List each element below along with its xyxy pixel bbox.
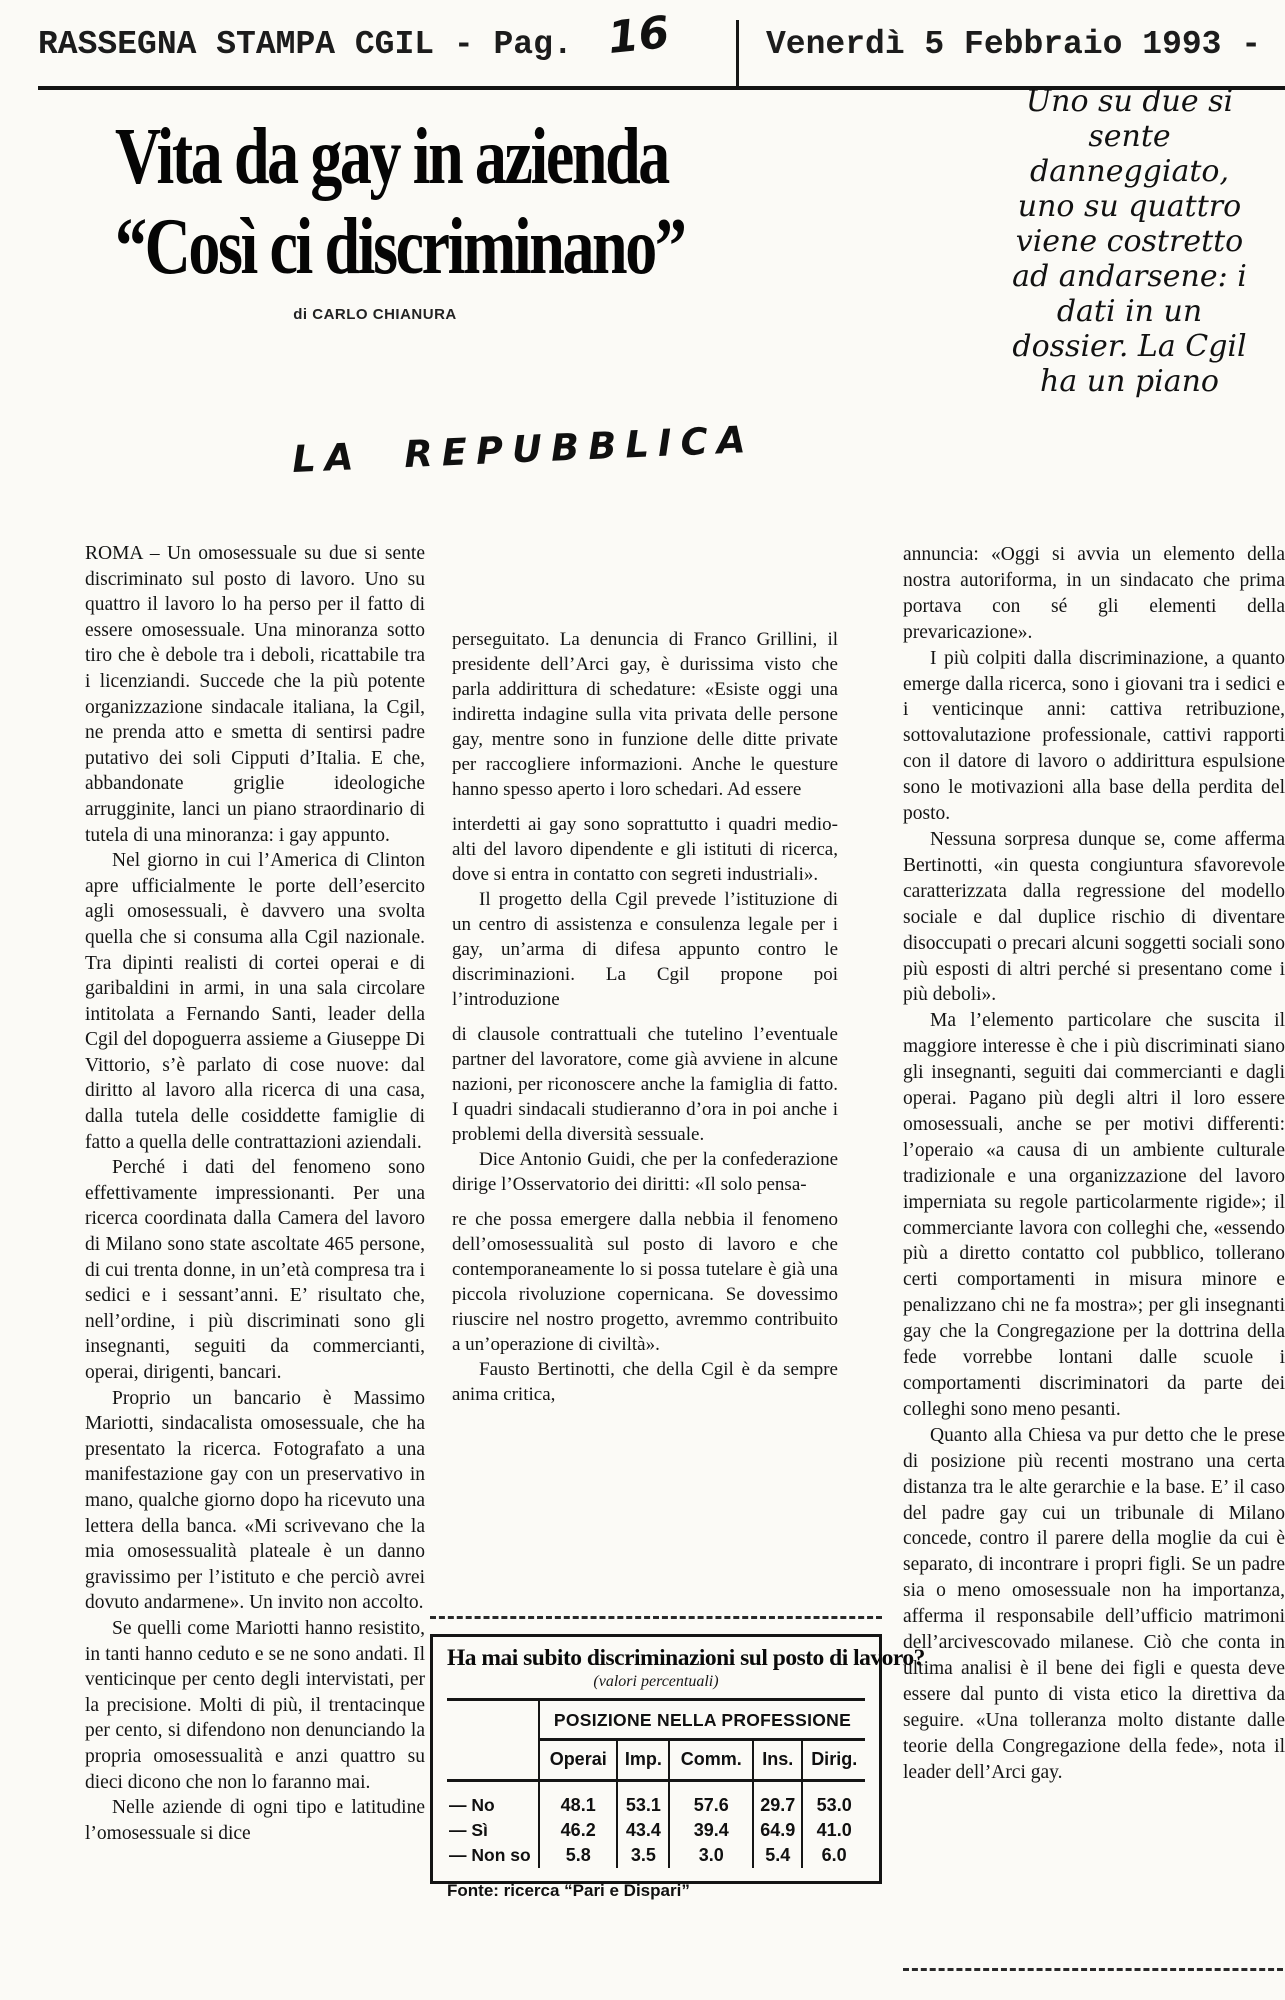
table-source: Fonte: ricerca “Pari e Dispari” xyxy=(447,1881,690,1900)
masthead-date: Venerdì 5 Febbraio 1993 - xyxy=(766,26,1262,63)
table-cell: 46.2 xyxy=(539,1818,618,1843)
table-subtitle: (valori percentuali) xyxy=(593,1673,719,1690)
table-row-label: — Sì xyxy=(449,1820,488,1840)
table-title: Ha mai subito discriminazioni sul posto di lavoro? xyxy=(447,1645,925,1671)
article-paragraph: Ma l’elemento particolare che suscita il maggiore interesse è che i più discriminati siano gli insegnanti, seguiti dai commercianti e dagli operai. Pagano più degli altri il loro essere omosessuali, anche se per motivi differenti: l’operaio «a causa di un ambiente culturale tradizionale e una organizzazione del lavoro imperniata su regole particolarmente rigide»; il commerciante lavora con colleghi che, «essendo più a diretto contatto col pubblico, tollerano certi comportamenti in misura minore e penalizzano chi ne fa mostra»; per gli insegnanti gay che la Congregazione per la dottrina della fede vorrebbe lontani dalle scuole i comportamenti discriminatori da parte dei colleghi sono meno pesanti. xyxy=(903,1010,1285,1420)
article-paragraph: Proprio un bancario è Massimo Mariotti, sindacalista omosessuale, che ha presentato la ricerca. Fotografato a una manifestazione gay con un preservativo in mano, qualche giorno dopo ha ricevuto una lettera della banca. «Mi scrivevano che la mia omosessualità plateale è un danno gravissimo per l’istituto e che perciò avrei dovuto andarmene». Un invito non accolto. xyxy=(85,1387,425,1614)
article-paragraph: re che possa emergere dalla nebbia il fenomeno dell’omosessualità sul posto di lavoro e che contemporaneamente lo si possa tutelare è già una piccola rivoluzione copernicana. Se dovessimo riuscire nel nostro progetto, avremmo contribuito a un’operazione di civiltà». xyxy=(452,1209,838,1355)
standfirst-line: Uno su due si xyxy=(1025,84,1234,119)
table-cell: 39.4 xyxy=(669,1818,753,1843)
headline-block xyxy=(50,112,700,292)
table-row xyxy=(447,1781,865,1819)
table-column-header: Comm. xyxy=(669,1740,753,1781)
table-cell: 3.0 xyxy=(669,1843,753,1868)
table-column-header: Dirig. xyxy=(802,1740,865,1781)
table-row-label: — Non so xyxy=(449,1845,531,1865)
article-column-1 xyxy=(85,541,425,1846)
article-paragraph: Quanto alla Chiesa va pur detto che le prese di posizione più recenti mostrano una certa distanza tra le alte gerarchie e la base. E’ il caso del padre gay cui un tribunale di Milano concede, contro il parere della moglie da cui è separato, di incontrare i propri figli. Se un padre sia o meno omosessuale non ha importanza, afferma il responsabile dell’ufficio matrimoni dell’arcivescovado milanese. Ciò che conta in ultima analisi è il bene dei figli e questa deve essere dal punto di vista etico la direttiva da seguire. «Una tolleranza molto distante dalle teorie della Congregazione della fede», nota il leader dell’Arci gay. xyxy=(903,1424,1285,1783)
article-paragraph: Nelle aziende di ogni tipo e latitudine l’omosessuale si dice xyxy=(85,1797,425,1844)
table-cell: 3.5 xyxy=(617,1843,669,1868)
standfirst-line: dati in un xyxy=(1056,294,1203,329)
table-row xyxy=(447,1818,865,1843)
table-row xyxy=(447,1843,865,1868)
table-cell: 29.7 xyxy=(753,1781,802,1819)
article-paragraph: Nel giorno in cui l’America di Clinton apre ufficialmente le porte dell’esercito agli omosessuali, è davvero una svolta quella che si consuma alla Cgil nazionale. Tra dipinti realisti di cortei operai e di garibaldini in armi, in una sala circolare intitolata a Fernando Santi, leader della Cgil del dopoguerra assieme a Giuseppe Di Vittorio, s’è parlato di cose nuove: dal diritto al lavoro alla ricerca di una casa, dalla tutela delle cosiddette famiglie di fatto a quella delle contrattazioni aziendali. xyxy=(85,850,425,1153)
table-group-header: POSIZIONE NELLA PROFESSIONE xyxy=(539,1700,865,1740)
handwritten-source-note: LA REPUBBLICA xyxy=(291,417,756,482)
standfirst-line: dossier. La Cgil xyxy=(1012,329,1247,364)
table-cell: 6.0 xyxy=(802,1843,865,1868)
survey-table-box xyxy=(430,1634,925,1900)
headline-line-1: Vita da gay in azienda xyxy=(115,113,668,201)
table-cell: 53.0 xyxy=(802,1781,865,1819)
article-paragraph: Dice Antonio Guidi, che per la confederazione dirige l’Osservatorio dei diritti: «Il solo pensa- xyxy=(452,1149,838,1195)
table-corner-cell xyxy=(447,1700,539,1740)
article-column-2 xyxy=(452,627,838,1407)
table-column-header: Operai xyxy=(539,1740,618,1781)
article-paragraph: interdetti ai gay sono soprattutto i quadri medio-alti del lavoro dipendente e gli istituti di ricerca, dove si entra in contatto con segreti industriali». xyxy=(452,814,838,885)
article-paragraph: I più colpiti dalla discriminazione, a quanto emerge dalla ricerca, sono i giovani tra i sedici e i venticinque anni: cattiva retribuzione, sottovalutazione professionale, cattivi rapporti con il datore di lavoro o addirittura espulsione sono le motivazioni alla base della perdita del posto. xyxy=(903,647,1285,825)
bottom-dashed-rule xyxy=(903,1968,1283,1971)
headline-line-2: “Così ci discriminano” xyxy=(115,203,685,291)
standfirst-line: ha un piano xyxy=(1040,364,1219,399)
table-column-header: Ins. xyxy=(753,1740,802,1781)
standfirst-line: uno su quattro xyxy=(1017,189,1242,224)
table-cell: 43.4 xyxy=(617,1818,669,1843)
press-review-label: RASSEGNA STAMPA CGIL - Pag. xyxy=(38,26,573,63)
standfirst-line: sente xyxy=(1088,119,1171,154)
page-number-handwritten: 16 xyxy=(605,6,672,65)
standfirst-line: danneggiato, xyxy=(1029,154,1230,189)
article-paragraph: di clausole contrattuali che tutelino l’eventuale partner del lavoratore, come già avviene in alcune nazioni, per riconoscere anche la famiglia di fatto. I quadri sindacali studieranno d’ora in poi anche i problemi della diversità sessuale. xyxy=(452,1024,838,1145)
article-paragraph: Perché i dati del fenomeno sono effettivamente impressionanti. Per una ricerca coordinata dalla Camera del lavoro di Milano sono state ascoltate 465 persone, di cui trenta donne, in un’età compresa tra i sedici e i sessant’anni. E’ risultato che, nell’ordine, i più discriminati sono gli insegnanti, seguiti da commercianti, operai, dirigenti, bancari. xyxy=(85,1157,425,1383)
masthead-divider xyxy=(736,20,739,86)
article-paragraph: Fausto Bertinotti, che della Cgil è da sempre anima critica, xyxy=(452,1359,838,1405)
byline: di CARLO CHIANURA xyxy=(293,306,457,323)
article-column-3 xyxy=(903,542,1285,1786)
table-cell: 64.9 xyxy=(753,1818,802,1843)
article-paragraph: annuncia: «Oggi si avvia un elemento della nostra autoriforma, in un sindacato che prima portava con sé gli elementi della prevaricazione». xyxy=(903,544,1285,643)
table-cell: 5.8 xyxy=(539,1843,618,1868)
table-row-label: — No xyxy=(449,1795,495,1815)
standfirst xyxy=(972,84,1285,399)
survey-table xyxy=(447,1698,865,1868)
table-cell: 48.1 xyxy=(539,1781,618,1819)
table-corner-cell xyxy=(447,1740,539,1781)
table-cell: 53.1 xyxy=(617,1781,669,1819)
table-cell: 57.6 xyxy=(669,1781,753,1819)
article-paragraph: ROMA – Un omosessuale su due si sente discriminato sul posto di lavoro. Uno su quattro il lavoro lo ha perso per il fatto di essere omosessuale. Una minoranza sotto tiro che è debole tra i deboli, ricattabile tra i licenziandi. Succede che la più potente organizzazione sindacale italiana, la Cgil, ne prenda atto e smetta di sentirsi padre putativo dei soli Cipputi d’Italia. E che, abbandonate griglie ideologiche arrugginite, lanci un piano straordinario di tutela di una minoranza: i gay appunto. xyxy=(85,543,425,846)
table-cell: 5.4 xyxy=(753,1843,802,1868)
standfirst-line: viene costretto xyxy=(1015,224,1244,259)
article-paragraph: Se quelli come Mariotti hanno resistito, in tanti hanno ceduto e se ne sono andati. Il venticinque per cento degli intervistati, per la precisione. Molti di più, il trentacinque per cento, si difendono non denunciando la propria omosessualità e anzi quattro su dieci dicono che non lo faranno mai. xyxy=(85,1617,425,1793)
article-paragraph: perseguitato. La denuncia di Franco Grillini, il presidente dell’Arci gay, è durissima visto che parla addirittura di schedature: «Esiste oggi una indiretta indagine sulla vita privata delle persone gay, mentre sono in funzione delle ditte private per raccogliere informazioni. Anche le questure hanno spesso aperto i loro schedari. Ad essere xyxy=(452,629,838,800)
table-top-dashed-rule xyxy=(430,1616,882,1619)
table-column-header: Imp. xyxy=(617,1740,669,1781)
article-paragraph: Il progetto della Cgil prevede l’istituzione di un centro di assistenza e consulenza legale per i gay, un’arma di difesa appunto contro le discriminazioni. La Cgil propone poi l’introduzione xyxy=(452,889,838,1010)
article-paragraph: Nessuna sorpresa dunque se, come afferma Bertinotti, «in questa congiuntura sfavorevole caratterizzata dalla regressione del modello sociale e dal duplice rischio di diventare disoccupati o precari alcuni soggetti sociali sono più esposti di altri perché si presentano come i più deboli». xyxy=(903,828,1285,1006)
table-cell: 41.0 xyxy=(802,1818,865,1843)
standfirst-line: ad andarsene: i xyxy=(1012,259,1247,294)
